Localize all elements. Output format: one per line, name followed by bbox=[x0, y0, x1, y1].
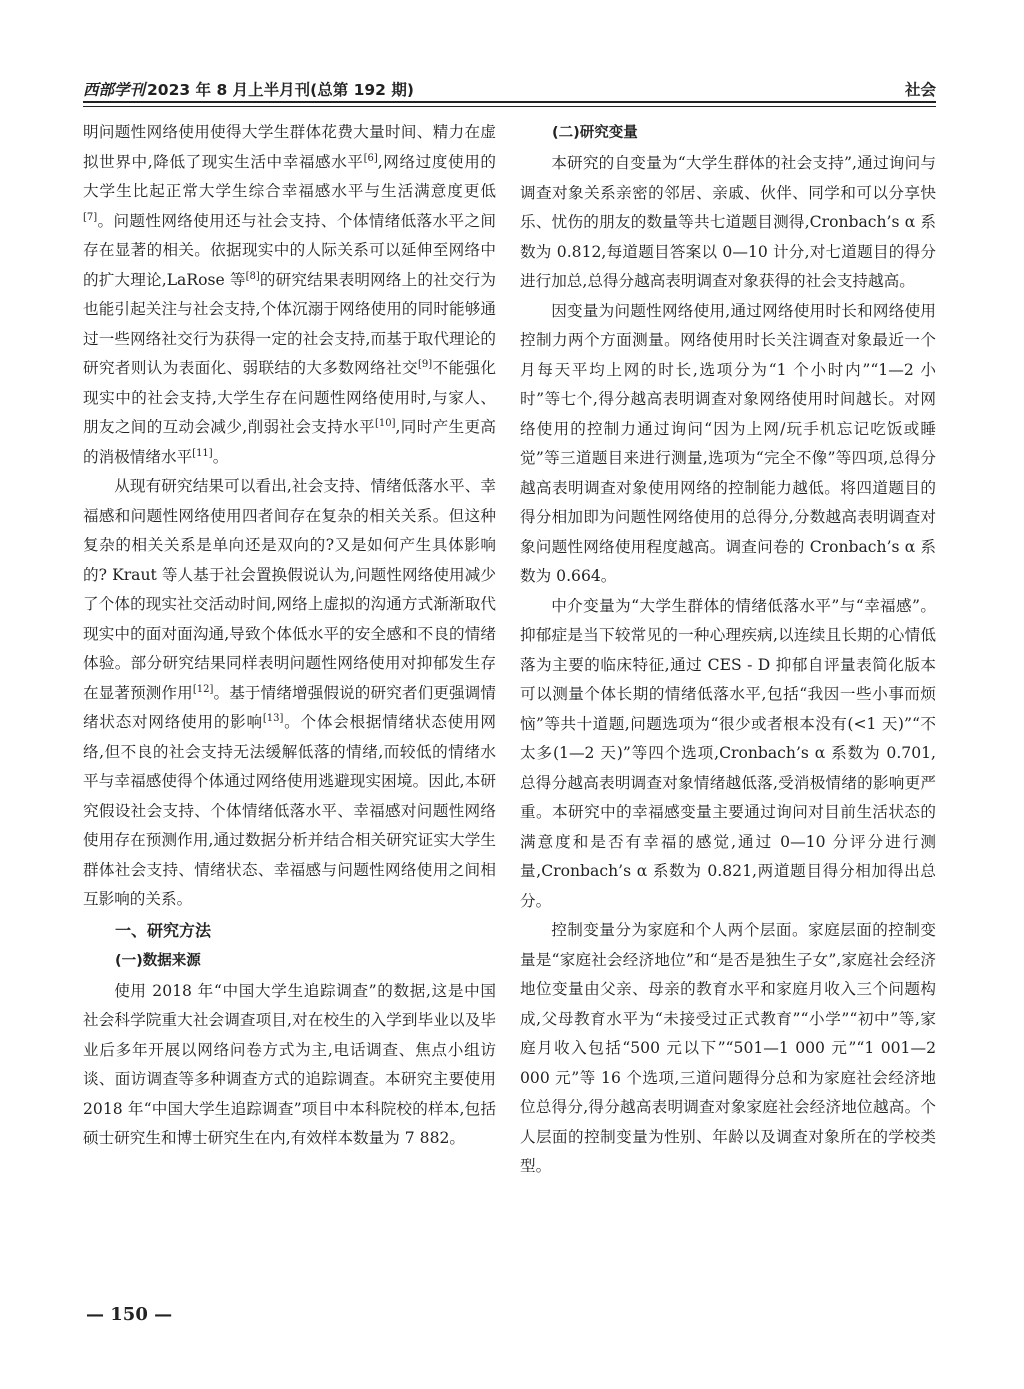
citation[interactable]: [10] bbox=[374, 418, 396, 429]
left-column bbox=[83, 118, 496, 1154]
paragraph: 中介变量为“大学生群体的情绪低落水平”与“幸福感”。抑郁症是当下较常见的一种心理疾病,以连续且长期的心情低落为主要的临床特征,通过 CES - D 抑郁自评量表简化版本可以测量个体长期的情绪低落水平,包括“我因一些小事而烦恼”等共十道题,问题选项为“很少或者根本没有(<1 天)”“不太多(1—2 天)”等四个选项,Cronbach’s α 系数为 0.701,总得分越高表明调查对象情绪越低落,受消极情绪的影响更严重。本研究中的幸福感变量主要通过询问对目前生活状态的满意度和是否有幸福的感觉,通过 0—10 分评分进行测量,Cronbach’s α 系数为 0.821,两道题目得分相加得出总分。 bbox=[520, 596, 936, 910]
citation[interactable]: [11] bbox=[192, 447, 213, 459]
header-rule-thin bbox=[83, 106, 936, 107]
citation[interactable]: [9] bbox=[418, 359, 433, 370]
header-rule bbox=[83, 101, 936, 103]
running-header bbox=[83, 72, 936, 100]
section-heading: 一、研究方法 bbox=[115, 920, 212, 940]
citation[interactable]: [8] bbox=[245, 270, 260, 282]
paragraph: 因变量为问题性网络使用,通过网络使用时长和网络使用控制力两个方面测量。网络使用时长关注调查对象最近一个月每天平均上网的时长,选项分为“1 个小时内”“1—2 小时”等七个,得分越高表明调查对象网络使用时间越长。对网络使用的控制力通过询问“因为上网/玩手机忘记吃饭或睡觉”等三道题目来进行测量,选项为“完全不像”等四项,总得分越高表明调查对象使用网络的控制能力越低。将四道题目的得分相加即为问题性网络使用的总得分,分数越高表明调查对象问题性网络使用程度越高。调查问卷的 Cronbach’s α 系数为 0.664。 bbox=[520, 301, 936, 585]
issue-info: 2023 年 8 月上半月刊(总第 192 期) bbox=[147, 81, 414, 99]
journal-name: 西部学刊 bbox=[83, 80, 146, 99]
header-left bbox=[83, 78, 414, 100]
paragraph: 明问题性网络使用使得大学生群体花费大量时间、精力在虚拟世界中,降低了现实生活中幸福感水平[6],网络过度使用的大学生比起正常大学生综合幸福感水平与生活满意度更低[7]。问题性网络使用还与社会支持、个体情绪低落水平之间存在显著的相关。依据现实中的人际关系可以延伸至网络中的扩大理论,LaRose 等[8]的研究结果表明网络上的社交行为也能引起关注与社会支持,个体沉溺于网络使用的同时能够通过一些网络社交行为获得一定的社会支持,而基于取代理论的研究者则认为表面化、弱联结的大多数网络社交[9]不能强化现实中的社会支持,大学生存在问题性网络使用时,与家人、朋友之间的互动会减少,削弱社会支持水平[10],同时产生更高的消极情绪水平[11]。 bbox=[83, 123, 496, 466]
citation[interactable]: [6] bbox=[363, 152, 378, 164]
citation[interactable]: [7] bbox=[83, 211, 98, 223]
paragraph: 从现有研究结果可以看出,社会支持、情绪低落水平、幸福感和问题性网络使用四者间存在复杂的相关关系。但这种复杂的相关关系是单向还是双向的?又是如何产生具体影响的? Kraut 等人基于社会置换假说认为,问题性网络使用减少了个体的现实社交活动时间,网络上虚拟的沟通方式渐渐取代现实中的面对面沟通,导致个体低水平的安全感和不良的情绪体验。部分研究结果同样表明问题性网络使用对抑郁发生存在显著预测作用[12]。基于情绪增强假说的研究者们更强调情绪状态对网络使用的影响[13]。个体会根据情绪状态使用网络,但不良的社会支持无法缓解低落的情绪,而较低的情绪水平与幸福感使得个体通过网络使用逃避现实困境。因此,本研究假设社会支持、个体情绪低落水平、幸福感对问题性网络使用存在预测作用,通过数据分析并结合相关研究证实大学生群体社会支持、情绪状态、幸福感与问题性网络使用之间相互影响的关系。 bbox=[83, 477, 496, 908]
citation[interactable]: [12] bbox=[192, 683, 214, 695]
page-number: — 150 — bbox=[86, 1304, 173, 1325]
subsection-heading: (二)研究变量 bbox=[552, 125, 638, 141]
right-column bbox=[520, 118, 936, 1182]
citation[interactable]: [13] bbox=[262, 713, 284, 724]
paragraph: 本研究的自变量为“大学生群体的社会支持”,通过询问与调查对象关系亲密的邻居、亲戚、伙伴、同学和可以分享快乐、忧伤的朋友的数量等共七道题目测得,Cronbach’s α 系数为 0.812,每道题目答案以 0—10 计分,对七道题目的得分进行加总,总得分越高表明调查对象获得的社会支持越高。 bbox=[520, 154, 936, 290]
section-name: 社会 bbox=[904, 81, 936, 99]
paragraph: 控制变量分为家庭和个人两个层面。家庭层面的控制变量是“家庭社会经济地位”和“是否是独生子女”,家庭社会经济地位变量由父亲、母亲的教育水平和家庭月收入三个问题构成,父母教育水平为“未接受过正式教育”“小学”“初中”等,家庭月收入包括“500 元以下”“501—1 000 元”“1 001—2 000 元”等 16 个选项,三道问题得分总和为家庭社会经济地位总得分,得分越高表明调查对象家庭社会经济地位越高。个人层面的控制变量为性别、年龄以及调查对象所在的学校类型。 bbox=[520, 921, 936, 1175]
paragraph: 使用 2018 年“中国大学生追踪调查”的数据,这是中国社会科学院重大社会调查项目,对在校生的入学到毕业以及毕业后多年开展以网络问卷方式为主,电话调查、焦点小组访谈、面访调查等多种调查方式的追踪调查。本研究主要使用 2018 年“中国大学生追踪调查”项目中本科院校的样本,包括硕士研究生和博士研究生在内,有效样本数量为 7 882。 bbox=[83, 981, 496, 1147]
subsection-heading: (一)数据来源 bbox=[115, 952, 201, 969]
